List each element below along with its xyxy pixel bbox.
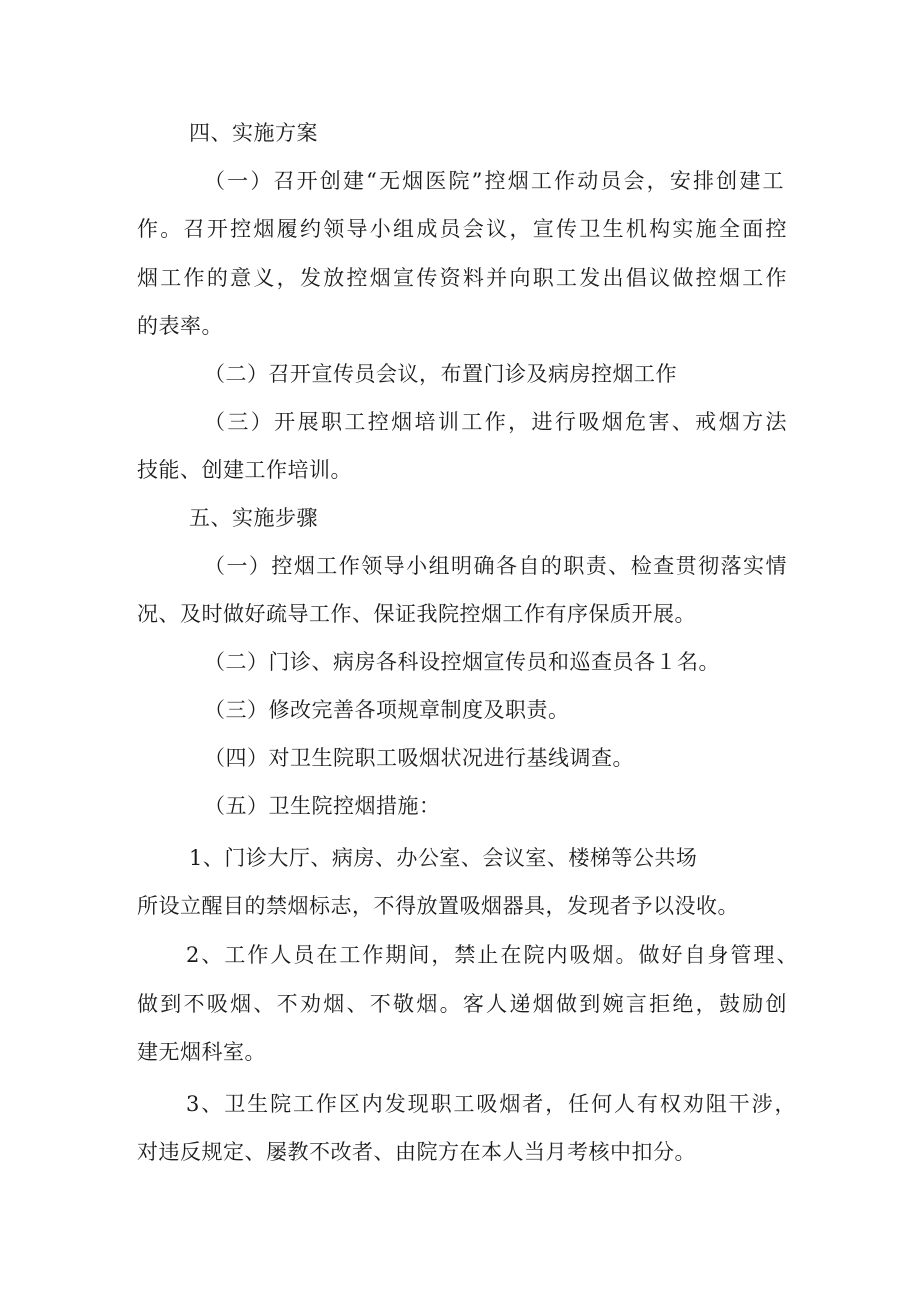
paragraph-line: 3、卫生院工作区内发现职工吸烟者，任何人有权劝阻干涉， xyxy=(186,1092,796,1116)
paragraph-line: 1、门诊大厅、病房、办公室、会议室、楼梯等公共场 xyxy=(189,846,698,870)
paragraph-line: 2、工作人员在工作期间，禁止在院内吸烟。做好自身管理、 xyxy=(186,943,798,967)
paragraph-line: （一）召开创建“无烟医院”控烟工作动员会，安排创建工 xyxy=(204,169,784,193)
paragraph-line: （三）开展职工控烟培训工作，进行吸烟危害、戒烟方法 xyxy=(204,410,787,434)
paragraph-line: 烟工作的意义，发放控烟宣传资料并向职工发出倡议做控烟工作 xyxy=(137,266,787,290)
paragraph-line: （二）门诊、病房各科设控烟宣传员和巡查员各１名。 xyxy=(204,650,720,674)
paragraph-line: （五）卫生院控烟措施： xyxy=(204,794,441,818)
paragraph-line: （四）对卫生院职工吸烟状况进行基线调查。 xyxy=(204,746,634,770)
paragraph-line: 技能、创建工作培训。 xyxy=(137,458,352,482)
paragraph-line: 做到不吸烟、不劝烟、不敬烟。客人递烟做到婉言拒绝，鼓励创 xyxy=(137,992,787,1016)
section-heading-implementation-steps: 五、实施步骤 xyxy=(189,506,318,530)
paragraph-line: 建无烟科室。 xyxy=(137,1040,266,1064)
paragraph-line: （一）控烟工作领导小组明确各自的职责、检查贯彻落实情 xyxy=(204,554,787,578)
paragraph-line: （二）召开宣传员会议，布置门诊及病房控烟工作 xyxy=(204,362,677,386)
paragraph-line: 所设立醒目的禁烟标志，不得放置吸烟器具，发现者予以没收。 xyxy=(137,894,739,918)
paragraph-line: 对违反规定、屡教不改者、由院方在本人当月考核中扣分。 xyxy=(137,1140,696,1164)
paragraph-line: 作。召开控烟履约领导小组成员会议，宣传卫生机构实施全面控 xyxy=(137,217,787,241)
paragraph-line: （三）修改完善各项规章制度及职责。 xyxy=(204,698,570,722)
section-heading-implementation-plan: 四、实施方案 xyxy=(189,121,318,145)
paragraph-line: 的表率。 xyxy=(137,314,223,338)
paragraph-line: 况、及时做好疏导工作、保证我院控烟工作有序保质开展。 xyxy=(137,602,696,626)
